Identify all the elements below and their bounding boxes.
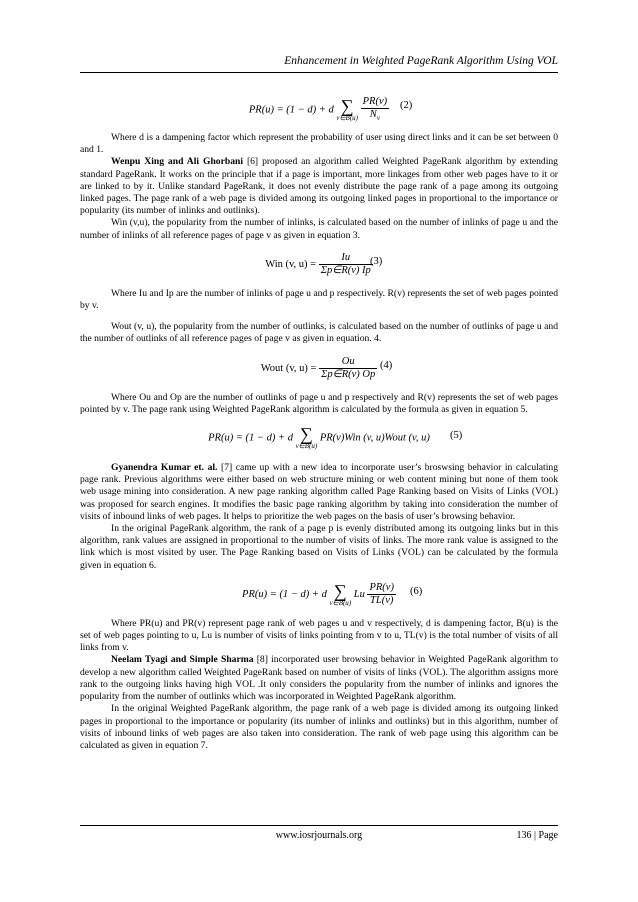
equation-5 [80, 420, 558, 458]
eq6-label: (6) [410, 585, 423, 597]
author-names: Neelam Tyagi and Simple Sharma [111, 654, 254, 666]
sum-symbol: ∑ v∈B(u) [329, 580, 352, 607]
paragraph: Where Ou and Op are the number of outlinks of page u and p respectively and R(v) represents the set of web pages pointed by v. The page rank using Weighted PageRank algorithm is calculated by the formula as given in equation 5. [80, 391, 558, 415]
footer-website: www.iosrjournals.org [275, 830, 363, 841]
author-names: Gyanendra Kumar et. al. [111, 462, 218, 474]
eq4-lhs: Wout (v, u) = [260, 362, 317, 374]
equation-2 [80, 90, 558, 128]
paragraph: Wenpu Xing and Ali Ghorbani [6] proposed an algorithm called Weighted PageRank algorithm by extending standard PageRank. It works on the principle that if a page is important, more linkages from other web pages have to it or are linked to by it. Unlike standard PageRank, it does not evenly distribute the page rank of a page among its outgoing linked pages. The page rank of a web page is divided among its outgoing linked pages in proportional to the importance or popularity (its number of inlinks and outlinks). [80, 156, 558, 217]
author-names: Wenpu Xing and Ali Ghorbani [111, 156, 243, 168]
footer-rule [80, 825, 558, 826]
paragraph: Where PR(u) and PR(v) represent page rank of web pages u and v respectively, d is dampening factor, B(u) is the set of web pages pointing to u, Lu is number of visits of links pointing from v to u, TL(v) is the total number of visits of all links from v. [80, 617, 558, 654]
eq2-label: (2) [400, 100, 413, 111]
paragraph: Win (v,u), the popularity from the number of inlinks, is calculated based on the number of inlinks of page u and the number of inlinks of all reference pages of page v as given in equation 3. [80, 217, 558, 241]
eq5-rhs: PR(v)Win (v, u)Wout (v, u) [319, 432, 430, 444]
page-number: 136 | Page [516, 830, 558, 841]
sum-symbol: ∑ v∈B(u) [336, 96, 358, 123]
eq4-label: (4) [380, 359, 393, 371]
paragraph: Neelam Tyagi and Simple Sharma [8] incorporated user browsing behavior in Weighted PageRank algorithm to develop a new algorithm called Weighted PageRank based on number of visits of links (VOL). The algorithm assigns more rank to the outgoing links having high VOL .It only considers the popularity from the number of inlinks and ignores the popularity from the number of outlinks which was incorporated in Weighted PageRank algorithm. [80, 654, 558, 703]
eq2-lhs: PR(u) = (1 − d) + d [248, 104, 334, 116]
sum-symbol: ∑ v∈B(u) [295, 424, 318, 451]
eq6-mid: Lu [353, 588, 365, 600]
page-body [80, 86, 558, 752]
eq5-label: (5) [450, 430, 463, 442]
paragraph: In the original PageRank algorithm, the rank of a page p is evenly distributed among its outgoing links but in this algorithm, rank values are assigned in proportional to the number of visits of links. The more rank value is assigned to the link which is most visited by user. The Page Ranking based on Visits of Links (VOL) can be calculated by the formula given in equation 6. [80, 523, 558, 571]
eq2-fraction: $\frac{PR(v)}{N_v}$ [362, 96, 388, 123]
equation-6 [80, 576, 558, 614]
eq4-fraction: $\frac{Ou}{\Sigma p\in R(v) Op}$ [321, 355, 376, 380]
eq3-fraction: $\frac{Iu}{\Sigma p\in R(v) Ip}$ [320, 251, 371, 277]
eq5-lhs: PR(u) = (1 − d) + d [208, 432, 293, 444]
paragraph: Where d is a dampening factor which represent the probability of user using direct links and it can be set between 0 and 1. [80, 132, 558, 156]
equation-4 [80, 350, 558, 388]
header-rule [80, 72, 558, 73]
paragraph: Gyanendra Kumar et. al. [7] came up with a new idea to incorporate user’s broswsing behavior in calculating page rank. Previous algorithms were either based on web structure mining or web content mining but none of them took web usage mining into consideration. A new page ranking algorithm called Page Ranking based on Visits of Links (VOL) was proposed for search engines. It modifies the basic page ranking algorithm by taking into consideration the number of visits of inbound links of web pages. It helps to prioritize the web pages on the basis of user’s browsing behavior. [80, 462, 558, 522]
paragraph: In the original Weighted PageRank algorithm, the page rank of a web page is divided among its outgoing linked pages in proportional to the importance or popularity (its number of inlinks and outlinks) but in this algorithm, number of visits of inbound links of web pages are also taken into consideration. The rank of web page using this algorithm can be calculated as given in equation 7. [80, 703, 558, 751]
paragraph: Where Iu and Ip are the number of inlinks of page u and p respectively. R(v) represents the set of web pages pointed by v. [80, 287, 558, 312]
eq6-fraction: $\frac{PR(v)}{TL(v)}$ [369, 581, 394, 607]
equation-3 [80, 246, 558, 284]
paragraph: Wout (v, u), the popularity from the number of outlinks, is calculated based on the number of outlinks of page u and the number of outlinks of all reference pages of page v as given in equation. 4. [80, 321, 558, 345]
eq3-lhs: Win (v, u) = [265, 258, 317, 270]
eq3-label: (3) [370, 255, 383, 267]
eq6-lhs: PR(u) = (1 − d) + d [242, 588, 327, 600]
running-title: Enhancement in Weighted PageRank Algorithm Using VOL [284, 55, 558, 67]
